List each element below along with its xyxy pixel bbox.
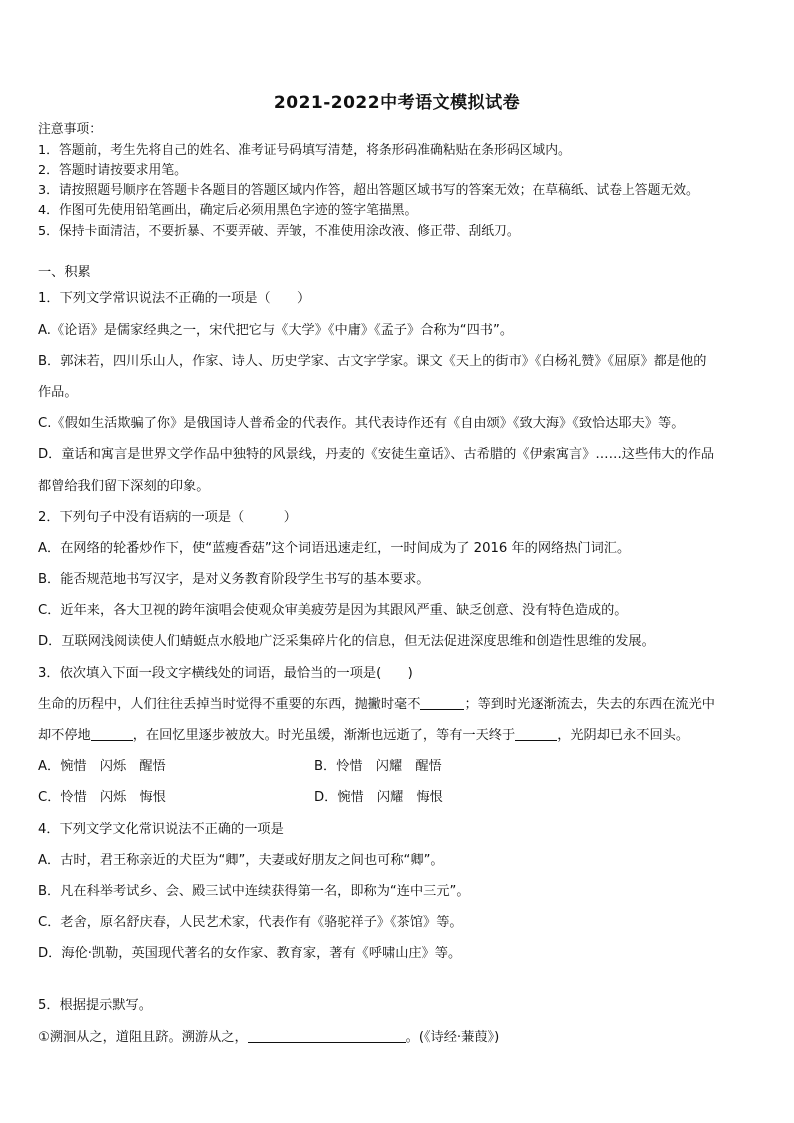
q1-option-b-cont: 作品。 bbox=[38, 385, 78, 400]
q3-passage-text: 生命的历程中，人们往往丢掉当时觉得不重要的东西，抛撇时毫不 bbox=[38, 697, 421, 712]
fill-blank[interactable] bbox=[248, 1029, 406, 1043]
q4-option-c: C．老舍，原名舒庆春，人民艺术家，代表作有《骆驼祥子》《茶馆》等。 bbox=[38, 915, 463, 930]
q3-option-b: B．怜惜 闪耀 醒悟 bbox=[314, 759, 442, 774]
q1-option-a: A.《论语》是儒家经典之一，宋代把它与《大学》《中庸》《孟子》合称为“四书”。 bbox=[38, 323, 514, 338]
q3-passage-text: ；等到时光逐渐流去，失去的东西在流光中 bbox=[464, 697, 715, 712]
q5-text: ①溯洄从之，道阻且跻。溯游从之， bbox=[38, 1030, 248, 1045]
q3-passage-text: 却不停地 bbox=[38, 728, 91, 743]
notice-item: 4．作图可先使用铅笔画出，确定后必须用黑色字迹的签字笔描黑。 bbox=[38, 203, 418, 218]
q4-option-b: B．凡在科举考试乡、会、殿三试中连续获得第一名，即称为“连中三元”。 bbox=[38, 884, 470, 899]
q2-option-b: B．能否规范地书写汉字，是对义务教育阶段学生书写的基本要求。 bbox=[38, 572, 430, 587]
q3-passage-text: ，光阴却已永不回头。 bbox=[557, 728, 690, 743]
notice-item: 3．请按照题号顺序在答题卡各题目的答题区域内作答，超出答题区域书写的答案无效；在草稿纸、试卷上答题无效。 bbox=[38, 183, 699, 198]
q2-option-a: A．在网络的轮番炒作下，使“蓝瘦香菇”这个词语迅速走红，一时间成为了 2016 年的网络热门词汇。 bbox=[38, 541, 631, 556]
q3-stem: 3．依次填入下面一段文字横线处的词语，最恰当的一项是( ) bbox=[38, 666, 413, 681]
q4-option-a: A．古时，君王称亲近的犬臣为“卿”，夫妻或好朋友之间也可称“卿”。 bbox=[38, 853, 444, 868]
q3-passage-line-1 bbox=[38, 696, 715, 714]
notice-item: 1．答题前，考生先将自己的姓名、准考证号码填写清楚，将条形码准确粘贴在条形码区域内。 bbox=[38, 143, 571, 158]
fill-blank[interactable] bbox=[420, 696, 464, 710]
notice-item: 2．答题时请按要求用笔。 bbox=[38, 163, 187, 178]
q2-option-d: D．互联网浅阅读使人们蜻蜓点水般地广泛采集碎片化的信息，但无法促进深度思维和创造性思维的发展。 bbox=[38, 634, 655, 649]
fill-blank[interactable] bbox=[515, 727, 557, 741]
q5-stem: 5．根据提示默写。 bbox=[38, 998, 152, 1013]
q4-option-d: D．海伦·凯勒，英国现代著名的女作家、教育家，著有《呼啸山庄》等。 bbox=[38, 946, 462, 961]
q3-passage-text: ，在回忆里逐步被放大。时光虽缓，渐渐也远逝了，等有一天终于 bbox=[132, 728, 516, 743]
q5-text: 。(《诗经·蒹葭》) bbox=[405, 1030, 500, 1045]
q2-stem: 2．下列句子中没有语病的一项是（ ） bbox=[38, 510, 297, 525]
page-title: 2021-2022中考语文模拟试卷 bbox=[273, 93, 521, 113]
notice-item: 5．保持卡面清洁，不要折暴、不要弄破、弄皱，不准使用涂改液、修正带、刮纸刀。 bbox=[38, 224, 520, 239]
notice-heading: 注意事项： bbox=[38, 122, 102, 137]
q3-option-a: A．惋惜 闪烁 醒悟 bbox=[38, 759, 166, 774]
q1-option-d: D．童话和寓言是世界文学作品中独特的风景线，丹麦的《安徒生童话》、古希腊的《伊索寓言》……这些伟大的作品 bbox=[38, 447, 715, 462]
q1-option-d-cont: 都曾给我们留下深刻的印象。 bbox=[38, 479, 210, 494]
q3-option-d: D．惋惜 闪耀 悔恨 bbox=[314, 790, 443, 805]
section-heading: 一、积累 bbox=[38, 265, 91, 280]
q1-stem: 1．下列文学常识说法不正确的一项是（ ） bbox=[38, 291, 311, 306]
q3-option-c: C．怜惜 闪烁 悔恨 bbox=[38, 790, 166, 805]
q3-passage-line-2 bbox=[38, 727, 689, 745]
q2-option-c: C．近年来，各大卫视的跨年演唱会使观众审美疲劳是因为其跟风严重、缺乏创意、没有特色造成的。 bbox=[38, 603, 628, 618]
q1-option-b: B．郭沫若，四川乐山人，作家、诗人、历史学家、古文字学家。课文《天上的街市》《白杨礼赞》《屈原》都是他的 bbox=[38, 354, 707, 369]
fill-blank[interactable] bbox=[91, 727, 133, 741]
q5-line-1 bbox=[38, 1029, 499, 1047]
q1-option-c: C.《假如生活欺骗了你》是俄国诗人普希金的代表作。其代表诗作还有《自由颂》《致大海》《致恰达耶夫》等。 bbox=[38, 416, 685, 431]
q4-stem: 4．下列文学文化常识说法不正确的一项是 bbox=[38, 822, 284, 837]
